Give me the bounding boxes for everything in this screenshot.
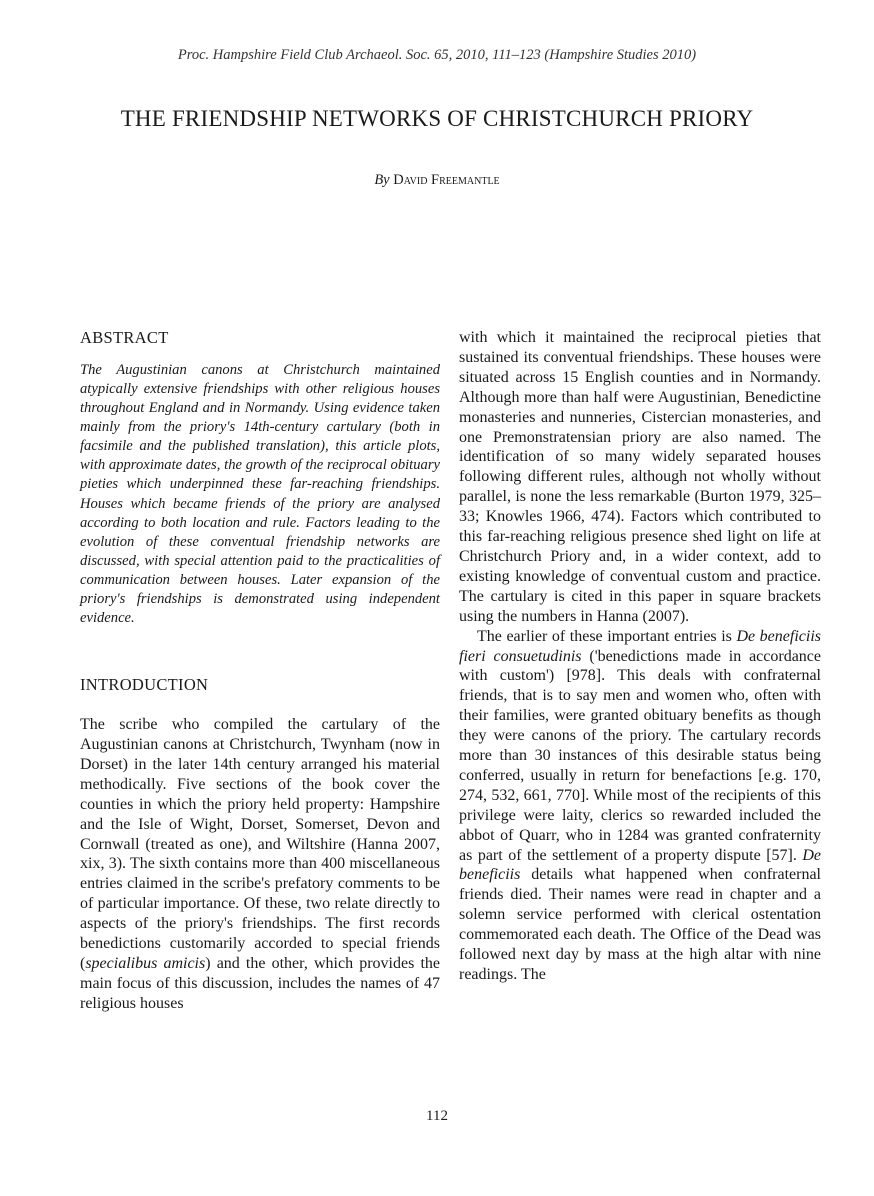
page-number: 112 (426, 1108, 448, 1124)
introduction-heading: INTRODUCTION (80, 675, 209, 695)
abstract-heading: ABSTRACT (80, 328, 169, 347)
introduction-paragraph (80, 715, 440, 1014)
right-p2-part-a: The earlier of these important entries is (477, 627, 737, 645)
author-name: David Freemantle (393, 172, 500, 188)
article-title: THE FRIENDSHIP NETWORKS OF CHRISTCHURCH PRIORY (120, 106, 754, 131)
right-p2-latin-short: De beneficiis (459, 846, 821, 884)
byline-by: By (374, 172, 390, 188)
right-paragraph-1: with which it maintained the reciprocal pieties that sustained its conventual friendships. These houses were situated across 15 English counties and in Normandy. Although more than half were Augustinian, Benedictine monasteries and nunneries, Cistercian monasteries, and one Premonstratensian priory are also named. The identification of so many widely separated houses following different rules, although not wholly without parallel, is none the less remarkable (Burton 1979, 325–33; Knowles 1966, 474). Factors which contributed to this far-reaching religious presence shed light on life at Christchurch Priory and, in a wider context, add to existing knowledge of conventual custom and practice. The cartulary is cited in this paper in square brackets using the numbers in Hanna (2007). (459, 329, 821, 625)
right-p2-latin-title: De beneficiis fieri consuetudinis (459, 627, 821, 665)
right-paragraph-2 (459, 627, 821, 985)
right-column (459, 328, 821, 985)
running-head: Proc. Hampshire Field Club Archaeol. Soc. 65, 2010, 111–123 (Hampshire Studies 2010) (177, 47, 697, 63)
abstract-text: The Augustinian canons at Christchurch maintained atypically extensive friendships with other religious houses throughout England and in Normandy. Using evidence taken mainly from the priory's 14th-century cartulary (both in facsimile and the published translation), this article plots, with approximate dates, the growth of the reciprocal obituary pieties which underpinned these far-reaching friendships. Houses which became friends of the priory are analysed according to both location and rule. Factors leading to the evolution of these conventual friendship networks are discussed, with special attention paid to the practicalities of communication between houses. Later expansion of the priory's friendships is demonstrated using independent evidence. (80, 361, 440, 627)
intro-latin-term: specialibus amicis (85, 955, 206, 972)
intro-text-part-a: The scribe who compiled the cartulary of the Augustinian canons at Christchurch, Twynham (now in Dorset) in the later 14th century arranged his material methodically. Five sections of the book cover the counties in which the priory held property: Hampshire and the Isle of Wight, Dorset, Somerset, Devon and Cornwall (treated as one), and Wiltshire (Hanna 2007, xix, 3). The sixth contains more than 400 miscellaneous entries claimed in the scribe's prefatory comments to be of particular importance. Of these, two relate directly to aspects of the priory's friendships. The first records benedictions customarily accorded to special friends ( (80, 716, 440, 972)
intro-text-part-b: ) and the other, which provides the main focus of this discussion, includes the names of 47 religious houses (80, 955, 440, 1012)
byline (0, 172, 874, 189)
right-p2-part-b: ('benedictions made in accordance with custom') [978]. This deals with confraternal friends, that is to say men and women who, often with their families, were granted obituary benefits as though they were canons of the priory. The cartulary records more than 30 instances of this desirable status being conferred, usually in return for benefactions [e.g. 170, 274, 532, 661, 770]. While most of the recipients of this privilege were laity, clerics so rewarded included the abbot of Quarr, who in 1284 was granted confraternity as part of the settlement of a property dispute [57]. (459, 647, 822, 864)
right-p2-part-c: details what happened when confraternal friends died. Their names were read in chapter and a solemn service performed with clerical ostentation commemorated each death. The Office of the Dead was followed next day by mass at the high altar with nine readings. The (459, 866, 821, 983)
left-column (80, 328, 440, 1014)
